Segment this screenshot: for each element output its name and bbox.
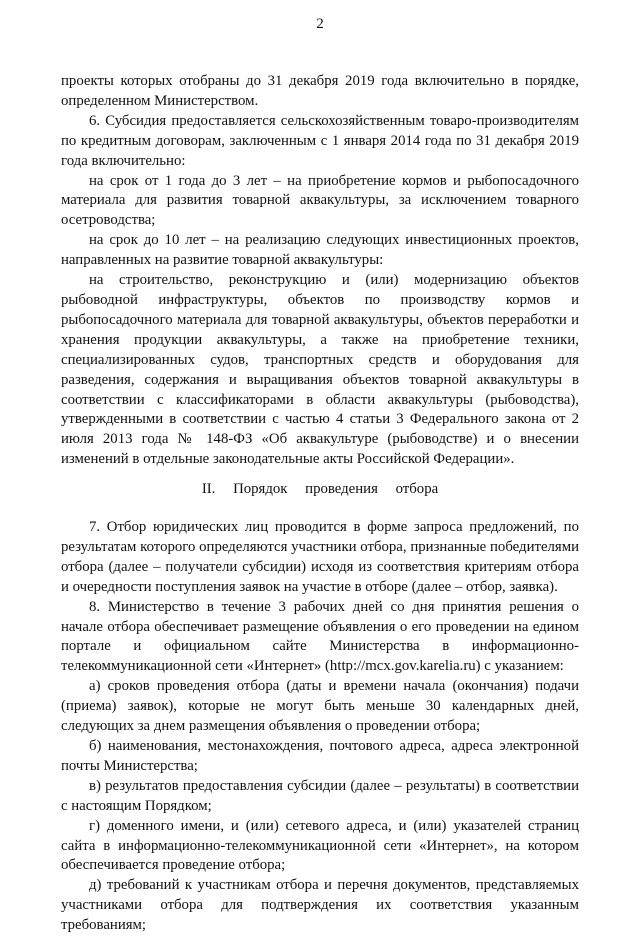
item-v: в) результатов предоставления субсидии (далее – результаты) в соответствии с настоящим Порядком; — [61, 777, 579, 814]
paragraph-7: 7. Отбор юридических лиц проводится в форме запроса предложений, по результатам которого определяются участники отбора, признанные победителями отбора (далее – получатели субсидии) исходя из соответствия критериям отбора и очередности поступления заявок на участие в отборе (далее – отбор, заявка). — [61, 519, 579, 595]
item-b: б) наименования, местонахождения, почтового адреса, адреса электронной почты Министерства; — [61, 738, 579, 774]
paragraph-8: 8. Министерство в течение 3 рабочих дней со дня принятия решения о начале отбора обеспечивает размещение объявления о его проведении на едином портале и официальном сайте Министерства в информационно-телекоммуникационной сети «Интернет» (http://mcx.gov.karelia.ru) с указанием: — [61, 598, 579, 675]
item-g: г) доменного имени, и (или) сетевого адреса, и (или) указателей страниц сайта в информационно-телекоммуникационной сети «Интернет», на котором обеспечивается проведение отбора; — [61, 817, 579, 874]
section-heading: II. Порядок проведения отбора — [201, 481, 439, 498]
item-d: д) требований к участникам отбора и перечня документов, представляемых участниками отбора для подтверждения их соответствия указанным требованиям; — [61, 877, 579, 934]
paragraph-investment-projects: на строительство, реконструкцию и (или) модернизацию объектов рыбоводной инфраструктуры, объектов по производству кормов и рыбопосадочного материала для товарной аквакультуры, объектов переработки и хранения продукции аквакультуры, а также на приобретение техники, специализированных судов, транспортных средств и оборудования для разведения, содержания и выращивания объектов товарной аквакультуры в соответствии с классификаторами в области аквакультуры (рыбоводства), утвержденными в соответствии с частью 4 статьи 3 Федерального закона от 2 июля 2013 года № 148-ФЗ «Об аквакультуре (рыбоводстве) и о внесении изменений в отдельные законодательные акты Российской Федерации». — [61, 272, 579, 468]
document-body — [61, 72, 579, 936]
paragraph-term-10-years: на срок до 10 лет – на реализацию следующих инвестиционных проектов, направленных на развитие товарной аквакультуры: — [61, 232, 579, 269]
paragraph-continuation: проекты которых отобраны до 31 декабря 2019 года включительно в порядке, определенном Министерством. — [61, 73, 579, 109]
paragraph-term-1-3-years: на срок от 1 года до 3 лет – на приобретение кормов и рыбопосадочного материала для развития товарной аквакультуры, за исключением товарного осетроводства; — [61, 172, 579, 229]
item-a: а) сроков проведения отбора (даты и времени начала (окончания) подачи (приема) заявок), которые не могут быть меньше 30 календарных дней, следующих за днем размещения объявления о проведении отбора; — [61, 678, 579, 735]
paragraph-6: 6. Субсидия предоставляется сельскохозяйственным товаро-производителям по кредитным договорам, заключенным с 1 января 2014 года по 31 декабря 2019 года включительно: — [61, 112, 579, 169]
page-number: 2 — [316, 16, 324, 32]
